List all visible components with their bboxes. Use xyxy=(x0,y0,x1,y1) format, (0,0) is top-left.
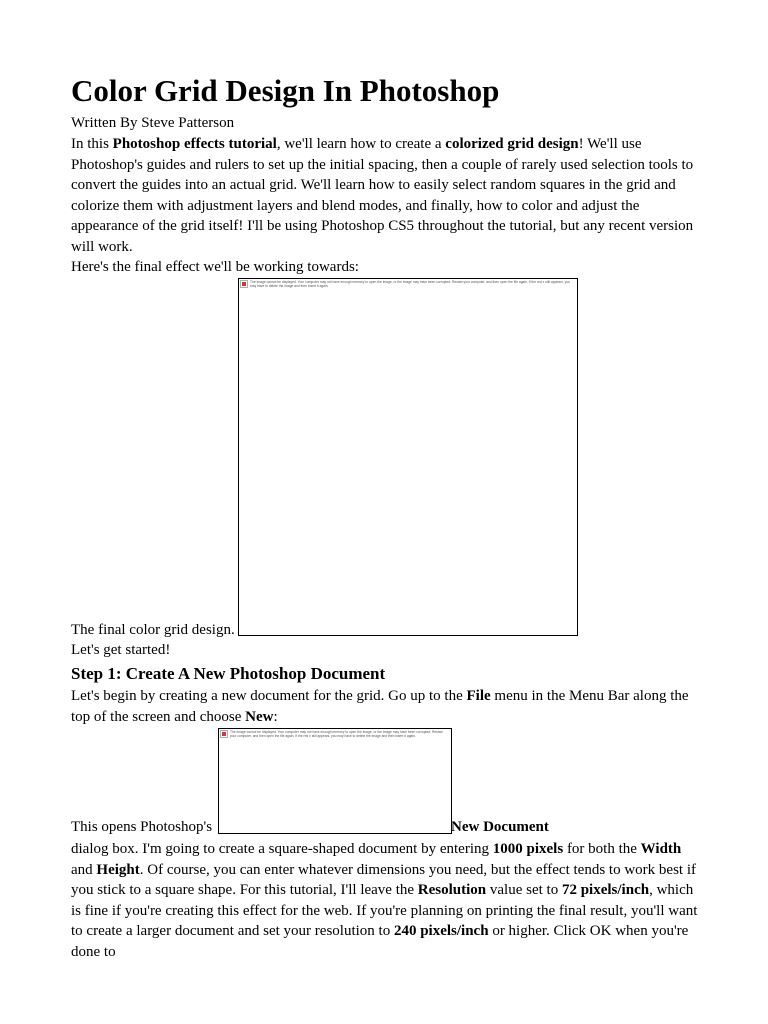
bold-text-run: 240 pixels/inch xyxy=(393,923,489,939)
text-run: or higher. Click OK when you're done to xyxy=(71,923,689,960)
text-run: value set to xyxy=(486,882,562,898)
bold-text-run: 1000 pixels xyxy=(492,841,564,857)
final-effect-line: Here's the final effect we'll be working towards: xyxy=(71,259,359,275)
file-new-menu-image-placeholder xyxy=(218,728,452,834)
author-line: Written By Steve Patterson xyxy=(71,115,235,131)
lets-get-started-line: Let's get started! xyxy=(71,642,171,658)
bold-text-run: Photoshop effects tutorial xyxy=(112,136,277,152)
text-run: dialog box. I'm going to create a square-shaped document by entering xyxy=(71,841,493,857)
text-run: . Of course, you can enter whatever dimensions you need, but the effect tends to work best if you stick to a square shape. For this tutorial, I'll leave the xyxy=(71,861,696,898)
bold-text-run: File xyxy=(466,688,491,704)
article-title: Color Grid Design In Photoshop xyxy=(71,73,500,108)
step1-heading: Step 1: Create A New Photoshop Document xyxy=(71,664,386,683)
bold-text-run: New xyxy=(245,708,274,725)
bold-text-run: colorized grid design xyxy=(445,136,579,152)
text-run: and xyxy=(71,861,97,878)
broken-image-icon xyxy=(240,280,248,288)
bold-text-run: Resolution xyxy=(417,882,487,898)
text-run: , which is fine if you're creating this effect for the web. If you're planning on printing the final result, you'll want to create a larger document and set your resolution to xyxy=(71,882,698,939)
text-run: for both the xyxy=(563,841,641,857)
step1-intro-paragraph xyxy=(71,686,701,727)
image-caption: The final color grid design. xyxy=(71,622,235,638)
text-run: menu in the Menu Bar along the top of the screen and choose xyxy=(71,688,689,725)
final-effect-image-placeholder xyxy=(238,278,578,636)
step1-opens-text: This opens Photoshop's xyxy=(71,819,213,835)
intro-paragraph xyxy=(71,134,706,257)
new-document-label: New Document xyxy=(451,819,549,835)
text-run: , we'll learn how to create a xyxy=(276,136,446,152)
text-run: ! We'll use Photoshop's guides and rulers to set up the initial spacing, then a couple of rarely used selection tools to convert the guides into an actual grid. We'll learn how to easily select random squares in the grid and colorize them with adjustment layers and blend modes, and finally, how to color and adjust the appearance of the grid itself! I'll be using Photoshop CS5 throughout the tutorial, but any recent version will work. xyxy=(71,136,694,255)
image-error-text: The image cannot be displayed. Your computer may not have enough memory to open the image, or the image may have been corrupted. Restart your computer, and then open the file again. If the red x still appears, you may have to delete the image and then insert it again. xyxy=(250,280,570,288)
text-run: : xyxy=(273,708,278,725)
broken-image-icon xyxy=(220,730,228,738)
bold-text-run: Height xyxy=(96,861,140,878)
step1-body-paragraph xyxy=(71,839,701,962)
image-error-text: The image cannot be displayed. Your computer may not have enough memory to open the image, or the image may have been corrupted. Restart your computer, and then open the file again. If the red x still appears, you may have to delete the image and then insert it again. xyxy=(230,730,443,738)
text-run: In this xyxy=(71,136,113,152)
text-run: Let's begin by creating a new document for the grid. Go up to the xyxy=(71,688,467,704)
bold-text-run: 72 pixels/inch xyxy=(561,882,650,898)
bold-text-run: Width xyxy=(640,841,682,857)
